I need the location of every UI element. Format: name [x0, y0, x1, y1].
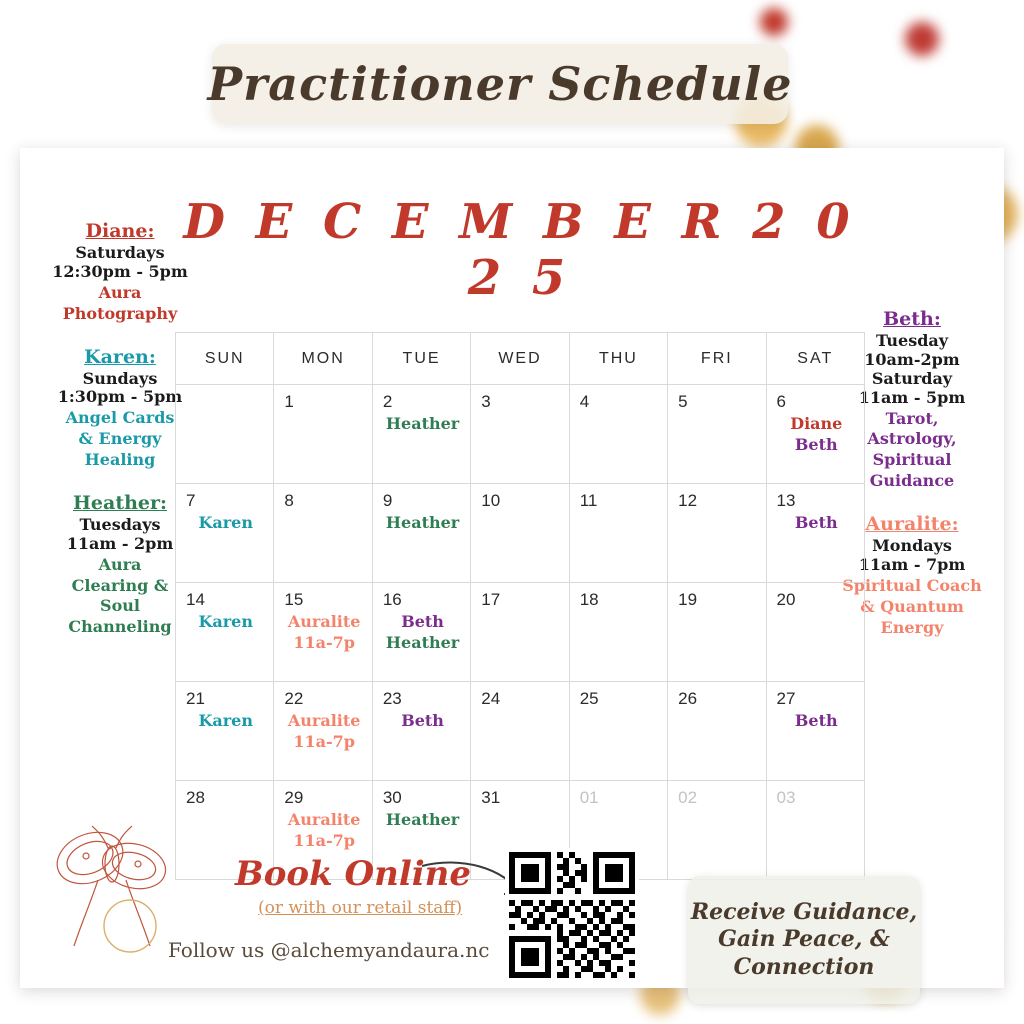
- calendar-event[interactable]: 11a-7p: [293, 632, 355, 652]
- day-number: 16: [382, 590, 402, 609]
- practitioner-days: Mondays: [872, 536, 952, 555]
- practitioner-time: 11am - 7pm: [858, 554, 966, 574]
- practitioner-time: 11am - 2pm: [66, 533, 174, 553]
- calendar-day-cell[interactable]: [569, 385, 667, 484]
- practitioner-service-line: Healing: [84, 450, 156, 469]
- day-number: 4: [579, 392, 590, 411]
- day-number: 8: [284, 491, 294, 510]
- calendar-day-cell[interactable]: [668, 682, 766, 781]
- day-number: 23: [382, 689, 402, 708]
- calendar-event[interactable]: Beth: [794, 434, 838, 454]
- day-number: 31: [481, 788, 501, 807]
- day-number: 21: [186, 689, 205, 708]
- practitioner-days: Saturdays: [75, 243, 165, 262]
- calendar-event[interactable]: Beth: [401, 612, 444, 631]
- practitioner-diane: [44, 220, 196, 324]
- calendar-event[interactable]: Auralite: [287, 810, 361, 829]
- calendar-day-cell[interactable]: [569, 682, 667, 781]
- calendar-day-cell[interactable]: [176, 682, 274, 781]
- quote-banner: [688, 876, 920, 1004]
- day-number: 24: [481, 689, 501, 708]
- book-online-subtext: (or with our retail staff): [258, 898, 463, 918]
- calendar-event[interactable]: Heather: [385, 414, 460, 433]
- calendar-day-cell[interactable]: [766, 385, 864, 484]
- day-number: 17: [481, 590, 501, 609]
- practitioner-time: 1:30pm - 5pm: [57, 387, 183, 407]
- day-number: 3: [481, 392, 491, 411]
- day-number: 11: [579, 491, 598, 510]
- day-number: 22: [284, 689, 304, 708]
- calendar-day-cell[interactable]: [766, 583, 864, 682]
- calendar-event[interactable]: 11a-7p: [293, 731, 355, 751]
- practitioner-service-line: & Energy: [78, 429, 162, 449]
- calendar-day-cell[interactable]: [471, 682, 569, 781]
- practitioner-service-line: Tarot,: [885, 408, 939, 428]
- calendar-day-cell[interactable]: [176, 583, 274, 682]
- calendar-event[interactable]: Auralite: [287, 711, 361, 730]
- practitioner-days: Tuesdays: [79, 514, 161, 534]
- weekday-header: FRI: [668, 333, 766, 385]
- calendar-grid: [175, 332, 865, 880]
- calendar-event[interactable]: Karen: [198, 711, 253, 730]
- practitioner-service-line: Clearing &: [71, 575, 169, 595]
- weekday-header: WED: [471, 333, 569, 385]
- day-number: 13: [776, 491, 796, 510]
- weekday-header: SAT: [766, 333, 864, 385]
- day-number: 7: [186, 491, 196, 510]
- practitioner-service-line: Guidance: [869, 471, 955, 491]
- day-number: 25: [579, 689, 599, 708]
- weekday-header: MON: [274, 333, 372, 385]
- calendar-event[interactable]: Karen: [198, 513, 253, 532]
- quote-line-3: Connection: [733, 953, 875, 980]
- calendar-event[interactable]: Heather: [385, 632, 460, 652]
- day-number: 28: [186, 788, 205, 807]
- practitioner-service-line: Spiritual: [872, 450, 952, 470]
- page-title: Practitioner Schedule: [207, 57, 793, 111]
- day-number: 20: [776, 590, 796, 609]
- day-number: 5: [678, 392, 688, 411]
- calendar-event[interactable]: Beth: [794, 711, 838, 730]
- practitioner-time: 10am-2pm: [864, 349, 960, 369]
- practitioner-name: Karen:: [84, 345, 156, 368]
- calendar-event[interactable]: 11a-7p: [293, 830, 355, 850]
- day-number: 01: [579, 788, 599, 807]
- day-number: 19: [678, 590, 698, 609]
- practitioner-service-line: Aura: [98, 282, 142, 302]
- calendar-day-cell[interactable]: [766, 484, 864, 583]
- day-number: 30: [382, 788, 402, 807]
- calendar-week-row: [176, 484, 865, 583]
- day-number: 6: [776, 392, 786, 411]
- practitioner-service-line: Astrology,: [867, 429, 957, 449]
- calendar-event[interactable]: Heather: [385, 810, 460, 829]
- day-number: 9: [382, 491, 393, 510]
- calendar-event[interactable]: Diane: [790, 414, 843, 433]
- practitioner-time-secondary: 11am - 5pm: [858, 387, 966, 407]
- bokeh-decoration: [905, 22, 939, 56]
- calendar-event[interactable]: Karen: [198, 612, 253, 631]
- calendar-day-cell[interactable]: [471, 484, 569, 583]
- calendar-week-row: [176, 583, 865, 682]
- calendar-weekday-row: [176, 333, 865, 385]
- title-banner: [207, 44, 793, 124]
- practitioner-days: Tuesday: [875, 331, 949, 350]
- calendar-day-cell[interactable]: [668, 583, 766, 682]
- practitioner-time: 12:30pm - 5pm: [52, 261, 188, 281]
- practitioner-service-line: & Quantum: [860, 596, 964, 616]
- calendar-day-cell[interactable]: [372, 583, 470, 682]
- schedule-card: [20, 148, 1004, 988]
- quote-line-1: Receive Guidance,: [690, 898, 918, 925]
- day-number: 26: [678, 689, 698, 708]
- calendar-day-cell[interactable]: [274, 583, 372, 682]
- calendar-day-cell[interactable]: [569, 583, 667, 682]
- calendar-day-cell[interactable]: [274, 385, 372, 484]
- day-number: 14: [186, 590, 205, 609]
- quote-text: [691, 899, 917, 982]
- calendar-day-cell[interactable]: [372, 484, 470, 583]
- calendar-day-cell[interactable]: [176, 385, 274, 484]
- practitioner-name: Heather:: [72, 491, 168, 514]
- practitioner-service-line: Aura: [98, 554, 142, 574]
- bokeh-decoration: [760, 8, 788, 36]
- book-online-heading: Book Online: [235, 854, 472, 894]
- practitioner-service-line: Photography: [62, 303, 178, 323]
- calendar-event[interactable]: Auralite: [287, 612, 361, 631]
- calendar-day-cell[interactable]: [569, 484, 667, 583]
- calendar-event[interactable]: Beth: [401, 711, 444, 730]
- calendar-event[interactable]: Heather: [385, 513, 460, 532]
- calendar-day-cell[interactable]: [471, 583, 569, 682]
- qr-code[interactable]: [505, 848, 639, 982]
- day-number: 10: [481, 491, 501, 510]
- weekday-header: TUE: [372, 333, 470, 385]
- practitioner-service-line: Channeling: [68, 617, 172, 637]
- practitioner-service-line: Soul: [100, 596, 140, 616]
- day-number: 2: [382, 392, 393, 411]
- practitioner-name: Auralite:: [865, 513, 959, 535]
- calendar-heading: D E C E M B E R 2 0 2 5: [183, 194, 857, 306]
- quote-line-2: Gain Peace, &: [718, 926, 890, 953]
- practitioner-service-line: Angel Cards: [65, 408, 175, 428]
- calendar-day-cell[interactable]: [668, 484, 766, 583]
- practitioner-days: Sundays: [82, 368, 158, 388]
- follow-handle: Follow us @alchemyandaura.nc: [168, 938, 490, 962]
- calendar-day-cell[interactable]: [471, 385, 569, 484]
- weekday-header: SUN: [176, 333, 274, 385]
- practitioner-service-line: Energy: [880, 617, 944, 637]
- calendar-day-cell[interactable]: [766, 682, 864, 781]
- day-number: 15: [284, 590, 304, 609]
- practitioner-heather: [44, 492, 196, 637]
- calendar-body: [176, 385, 865, 880]
- day-number: 27: [776, 689, 796, 708]
- calendar-day-cell[interactable]: [668, 385, 766, 484]
- day-number: 29: [284, 788, 304, 807]
- practitioner-service-line: Spiritual Coach: [842, 575, 982, 595]
- practitioner-days-secondary: Saturday: [871, 368, 953, 388]
- calendar-day-cell[interactable]: [274, 682, 372, 781]
- day-number: 02: [678, 788, 698, 807]
- calendar-day-cell[interactable]: [176, 484, 274, 583]
- day-number: 03: [776, 788, 796, 807]
- calendar-day-cell[interactable]: [274, 484, 372, 583]
- left-practitioner-list: [44, 220, 196, 659]
- moth-illustration: [38, 818, 188, 958]
- practitioner-karen: [44, 346, 196, 470]
- weekday-header: THU: [569, 333, 667, 385]
- calendar: [175, 168, 865, 880]
- day-number: 18: [579, 590, 599, 609]
- practitioner-name: Beth:: [883, 308, 941, 330]
- calendar-week-row: [176, 385, 865, 484]
- calendar-day-cell[interactable]: [372, 682, 470, 781]
- day-number: 12: [678, 491, 698, 510]
- practitioner-name: Diane:: [85, 220, 155, 242]
- calendar-event[interactable]: Beth: [794, 513, 838, 532]
- calendar-week-row: [176, 682, 865, 781]
- calendar-day-cell[interactable]: [372, 385, 470, 484]
- day-number: 1: [284, 392, 294, 411]
